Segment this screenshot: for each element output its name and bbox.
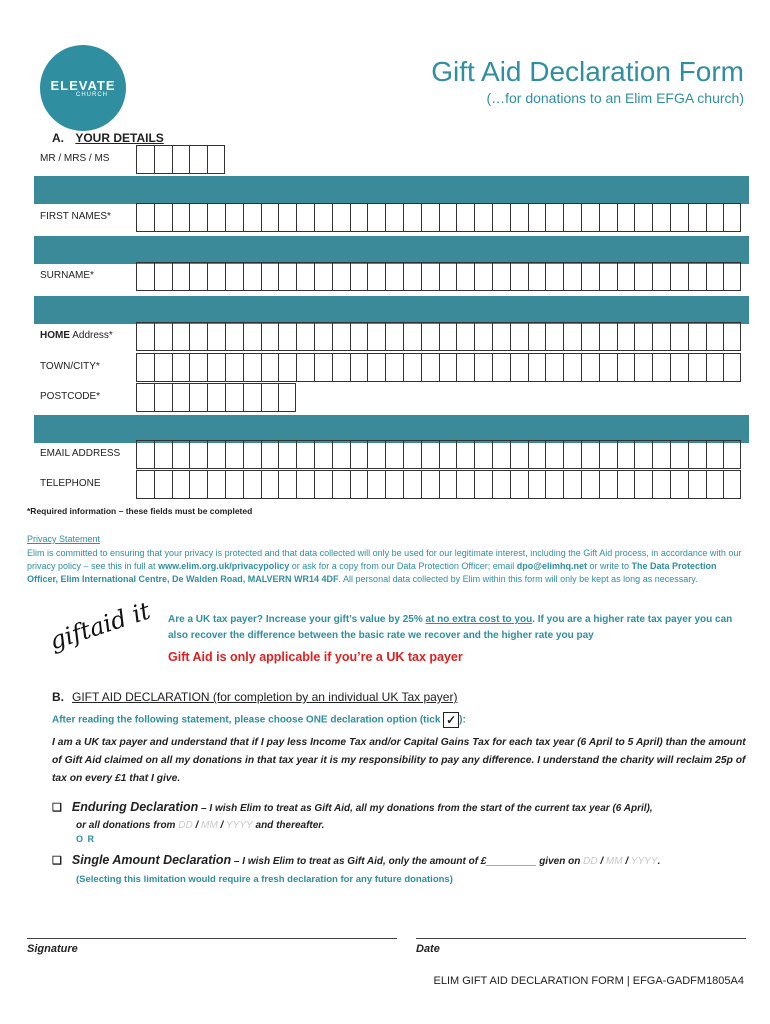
privacy-text: or ask for a copy from our Data Protection Officer; email [289, 561, 517, 571]
town-boxes[interactable] [136, 353, 741, 382]
home-address-label [40, 330, 113, 341]
tax-payer-text [168, 612, 748, 644]
enduring-text: – I wish Elim to treat as Gift Aid, all my donations from the start of the current tax year (6 April), [198, 803, 653, 814]
single-amount-title: Single Amount Declaration [71, 853, 232, 867]
section-a-letter: A. [52, 131, 64, 145]
enduring-date-dd[interactable]: DD [178, 820, 193, 831]
enduring-date-yyyy[interactable]: YYYY [226, 820, 253, 831]
date-line[interactable] [416, 938, 746, 939]
dpo-address: The Data Protection Officer, Elim International Centre, De Walden Road, MALVERN WR14 4DF [27, 561, 717, 584]
date-separator: / [195, 820, 199, 831]
tick-icon: ✓ [443, 712, 459, 728]
instruction-text: After reading the following statement, please choose ONE declaration option (tick [52, 714, 444, 726]
enduring-date-mm[interactable]: MM [201, 820, 218, 831]
declaration-instruction [52, 712, 466, 728]
declaration-statement: I am a UK tax payer and understand that if I pay less Income Tax and/or Capital Gains Tax for each tax year (6 April to 5 April) than the amount of Gift Aid claimed on all my donations in that tax year it is my responsibility to pay any difference. I understand the charity will reclaim 25p of tax on every £1 that I give. [52, 737, 746, 784]
email-label: EMAIL ADDRESS [40, 448, 121, 459]
enduring-date-text: or all donations from [76, 820, 179, 831]
uk-tax-warning: Gift Aid is only applicable if you’re a UK tax payer [168, 650, 463, 664]
email-boxes[interactable] [136, 440, 741, 469]
divider-band [34, 296, 749, 324]
date-separator: / [625, 856, 629, 867]
surname-boxes[interactable] [136, 262, 741, 291]
enduring-checkbox[interactable]: ❑ [52, 802, 62, 814]
first-names-boxes[interactable] [136, 203, 741, 232]
divider-band [34, 236, 749, 264]
single-amount-checkbox[interactable]: ❑ [52, 855, 62, 867]
divider-band [34, 176, 749, 204]
title-label: MR / MRS / MS [40, 153, 110, 164]
section-b-letter: B. [52, 690, 64, 704]
telephone-boxes[interactable] [136, 470, 741, 499]
single-date-dd[interactable]: DD [583, 856, 598, 867]
dpo-email-link[interactable]: dpo@elimhq.net [516, 561, 587, 571]
section-a-heading [52, 131, 164, 145]
date-label: Date [416, 943, 440, 955]
logo-sub-text: CHURCH [76, 91, 108, 98]
single-amount-option[interactable] [52, 853, 660, 867]
privacy-text: or write to [586, 561, 632, 571]
home-address-bold: HOME [40, 330, 70, 341]
signature-line[interactable] [27, 938, 397, 939]
privacy-policy-link[interactable]: www.elim.org.uk/privacypolicy [158, 561, 290, 571]
section-b-title: GIFT AID DECLARATION [72, 690, 210, 704]
date-separator: / [220, 820, 224, 831]
title-boxes[interactable] [136, 145, 225, 174]
section-a-title: YOUR DETAILS [75, 131, 164, 145]
page-subtitle: (…for donations to an Elim EFGA church) [486, 90, 744, 106]
privacy-text: . All personal data collected by Elim within this form will only be kept as long as necessary. [338, 574, 698, 584]
privacy-text: Elim is committed to ensuring that your privacy is protected and that data collected will only be used for our legitimate interest, including the Gift Aid process, in accordance with our privacy policy – see this in full at [27, 548, 742, 571]
required-note: *Required information – these fields must be completed [27, 506, 253, 516]
footer-text: ELIM GIFT AID DECLARATION FORM | EFGA-GADFM1805A4 [433, 975, 744, 987]
or-separator: O R [76, 834, 96, 844]
tax-text-b: . If you are a higher rate tax payer you can also recover the difference between the basic rate we recover and the higher rate you pay [168, 614, 733, 641]
enduring-declaration-option[interactable] [52, 800, 653, 814]
privacy-heading: Privacy Statement [27, 534, 101, 544]
page-title: Gift Aid Declaration Form [431, 56, 744, 87]
section-b-note: (for completion by an individual UK Tax payer) [209, 690, 458, 704]
enduring-date-line [76, 820, 324, 831]
first-names-label: FIRST NAMES* [40, 211, 111, 222]
signature-label: Signature [27, 943, 78, 955]
tax-text-a: Are a UK tax payer? Increase your gift’s value by 25% [168, 614, 426, 625]
home-address-boxes[interactable] [136, 322, 741, 351]
giftaid-logo: giftaid it [46, 596, 154, 656]
divider-band [34, 415, 749, 443]
section-b-heading [52, 690, 457, 704]
postcode-boxes[interactable] [136, 383, 296, 412]
church-logo [40, 45, 126, 131]
privacy-statement [27, 547, 745, 586]
single-amount-end: . [657, 856, 661, 867]
limitation-note: (Selecting this limitation would require a fresh declaration for any future donations) [76, 874, 453, 885]
postcode-label: POSTCODE* [40, 391, 101, 402]
single-date-mm[interactable]: MM [605, 856, 623, 867]
town-label: TOWN/CITY* [40, 361, 100, 372]
date-separator: / [600, 856, 604, 867]
single-date-yyyy[interactable]: YYYY [630, 856, 658, 867]
enduring-date-end: and thereafter. [252, 820, 325, 831]
tax-text-underline: at no extra cost to you [425, 614, 533, 625]
logo-main-text: ELEVATE [50, 77, 116, 93]
instruction-end: ): [459, 714, 466, 726]
single-amount-text: – I wish Elim to treat as Gift Aid, only the amount of £_________ given on [231, 856, 584, 867]
home-address-rest: Address* [70, 330, 113, 341]
enduring-title: Enduring Declaration [71, 800, 199, 814]
surname-label: SURNAME* [40, 270, 94, 281]
telephone-label: TELEPHONE [40, 478, 101, 489]
